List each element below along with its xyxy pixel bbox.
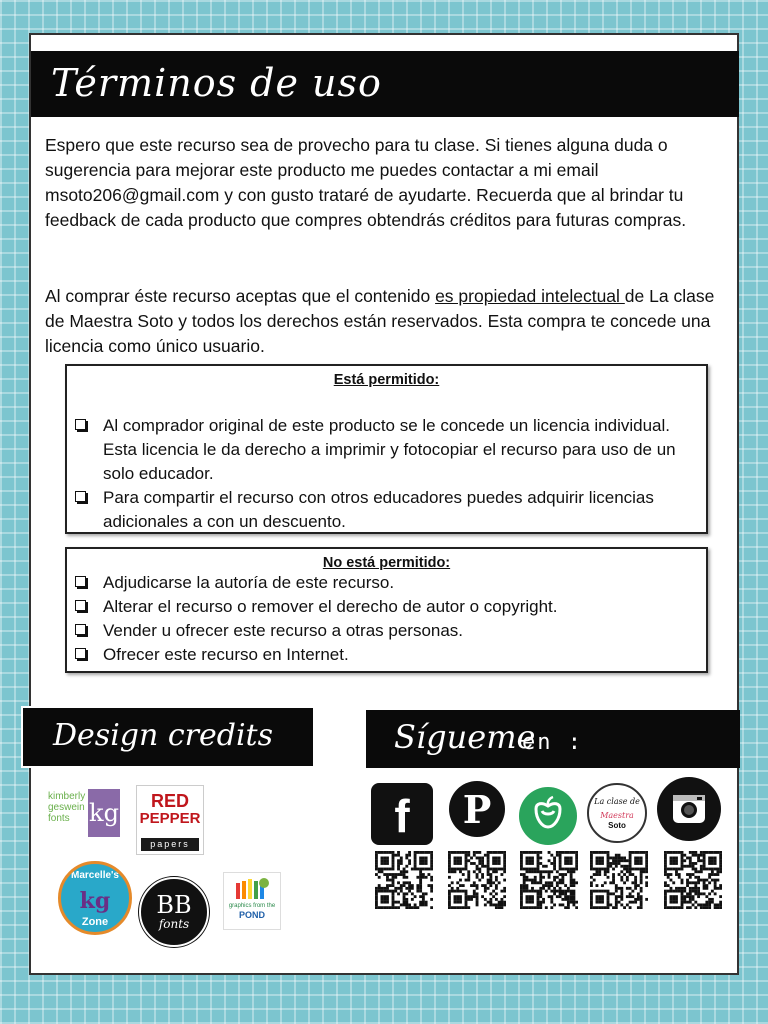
license-paragraph xyxy=(45,284,735,359)
soto-line1: La clase de xyxy=(594,797,640,806)
list-item xyxy=(67,595,706,619)
list-item-text: Adjudicarse la autoría de este recurso. xyxy=(103,573,395,592)
checkbox-bullet-icon xyxy=(75,600,86,611)
camera-icon xyxy=(657,777,721,841)
kg-logo-mark: kg xyxy=(88,789,120,837)
list-item xyxy=(67,643,706,667)
title-banner xyxy=(31,51,739,117)
follow-suffix: en : xyxy=(522,730,583,755)
kg-logo-text: kimberly geswein fonts xyxy=(48,791,86,824)
soto-line2: Maestra xyxy=(600,811,634,820)
pencils-frog-icon xyxy=(234,877,270,901)
not-allowed-box xyxy=(65,547,708,673)
bb-sub: fonts xyxy=(158,917,190,931)
list-item xyxy=(67,571,706,595)
red-pepper-line3: papers xyxy=(141,838,199,851)
list-item-text: Al comprador original de este producto se le concede un licencia individual. Esta licencia le da derecho a imprimir y fotocopiar el recurso para uso de un solo educador. xyxy=(103,416,676,483)
soto-line3: Soto xyxy=(608,821,626,830)
license-text-start: Al comprar éste recurso aceptas que el contenido xyxy=(45,286,436,306)
not-allowed-title: No está permitido: xyxy=(322,555,451,571)
allowed-title: Está permitido: xyxy=(333,372,440,388)
bb-mark: BB xyxy=(156,891,192,919)
marcelle-top-text: Marcelle's xyxy=(71,870,119,881)
checkbox-bullet-icon xyxy=(75,624,86,635)
red-pepper-line1: RED xyxy=(150,791,189,811)
marcelle-mark: kg xyxy=(79,888,111,914)
kimberly-geswein-logo xyxy=(48,787,120,843)
page-title: Términos de uso xyxy=(51,61,382,105)
facebook-icon[interactable] xyxy=(371,783,433,845)
checkbox-bullet-icon xyxy=(75,648,86,659)
apple-icon xyxy=(519,787,577,845)
instagram-qr-code[interactable] xyxy=(664,851,722,909)
graphics-from-the-pond-logo xyxy=(223,872,281,930)
la-clase-de-maestra-soto-logo[interactable] xyxy=(587,783,647,843)
pinterest-icon[interactable] xyxy=(449,781,505,837)
list-item xyxy=(67,486,706,534)
checkbox-bullet-icon xyxy=(75,576,86,587)
pinterest-glyph: P xyxy=(462,787,492,832)
pinterest-qr-code[interactable] xyxy=(448,851,506,909)
allowed-list xyxy=(67,414,706,534)
tpt-qr-code[interactable] xyxy=(520,851,578,909)
checkbox-bullet-icon xyxy=(75,491,86,502)
list-item-text: Vender u ofrecer este recurso a otras personas. xyxy=(103,621,464,640)
checkbox-bullet-icon xyxy=(75,419,86,430)
list-item xyxy=(67,619,706,643)
facebook-glyph: f xyxy=(394,790,410,842)
design-credits-banner xyxy=(23,708,313,766)
pond-line2: POND xyxy=(238,910,265,920)
red-pepper-logo xyxy=(136,785,204,855)
terms-page xyxy=(29,33,739,975)
list-item-text: Alterar el recurso o remover el derecho de autor o copyright. xyxy=(103,597,558,616)
pond-line1: graphics from the xyxy=(228,903,276,909)
license-text-end: de La clase de Maestra Soto y todos los derechos están reservados. Esta compra te concede una licencia como único usuario. xyxy=(45,286,715,356)
red-pepper-line2: PEPPER xyxy=(139,810,201,827)
follow-title: Sígueme xyxy=(394,718,536,756)
blog-qr-code[interactable] xyxy=(590,851,648,909)
design-credits-title: Design credits xyxy=(53,718,274,753)
list-item-text: Para compartir el recurso con otros educadores puedes adquirir licencias adicionales a con un descuento. xyxy=(103,488,654,531)
teachers-pay-teachers-icon[interactable] xyxy=(519,787,577,845)
intro-paragraph: Espero que este recurso sea de provecho para tu clase. Si tienes alguna duda o sugerencia para mejorar este producto me puedes contactar a mi email msoto206@gmail.com y con gusto trataré de ayudarte. Recuerda que al brindar tu feedback de cada producto que compres obtendrás créditos para futuras compras. xyxy=(45,135,687,230)
not-allowed-list xyxy=(67,571,706,667)
list-item xyxy=(67,414,706,486)
facebook-qr-code[interactable] xyxy=(375,851,433,909)
allowed-box xyxy=(65,364,708,534)
instagram-icon[interactable] xyxy=(657,777,721,841)
list-item-text: Ofrecer este recurso en Internet. xyxy=(103,645,349,664)
marcelle-bottom-text: Zone xyxy=(81,916,109,928)
follow-banner xyxy=(366,710,740,768)
intellectual-property-text: es propiedad intelectual xyxy=(435,286,625,306)
bb-fonts-logo xyxy=(139,877,209,947)
marcelles-zone-logo xyxy=(58,861,132,935)
